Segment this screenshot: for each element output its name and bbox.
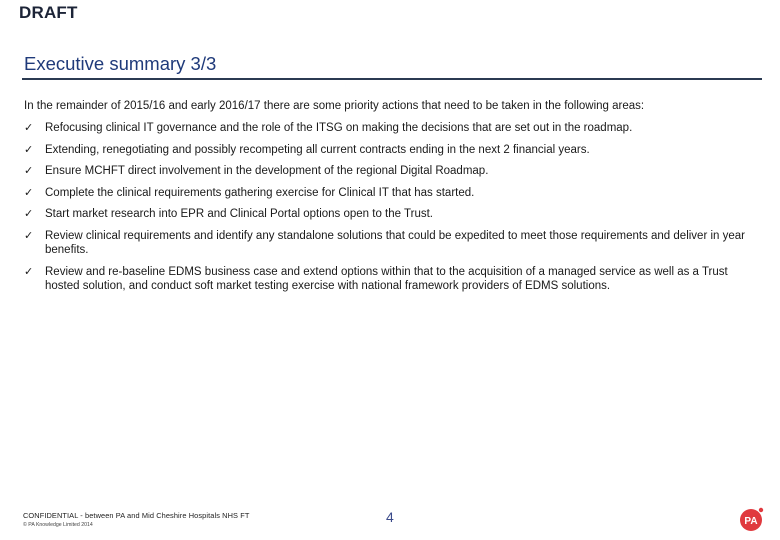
action-text: Ensure MCHFT direct involvement in the development of the regional Digital Roadmap. — [45, 165, 489, 177]
action-text: Review and re-baseline EDMS business case and extend options within that to the acquisition of a managed service as well as a Trust hosted solution, and conduct soft market testing exercise with national framework providers of EDMS solutions. — [45, 266, 728, 292]
page-number: 4 — [386, 509, 394, 525]
action-text: Refocusing clinical IT governance and the role of the ITSG on making the decisions that are set out in the roadmap. — [45, 122, 633, 134]
check-icon: ✓ — [24, 121, 34, 134]
pa-logo-icon — [739, 506, 765, 532]
check-icon: ✓ — [24, 143, 34, 156]
page-title: Executive summary 3/3 — [24, 53, 217, 74]
check-icon: ✓ — [24, 164, 34, 177]
check-icon: ✓ — [24, 186, 34, 199]
action-text: Start market research into EPR and Clinical Portal options open to the Trust. — [45, 208, 433, 220]
action-text: Extending, renegotiating and possibly recompeting all current contracts ending in the next 2 financial years. — [45, 144, 590, 156]
logo-dot — [759, 508, 763, 512]
action-text: Review clinical requirements and identify any standalone solutions that could be expedited to meet those requirements and deliver in year benefits. — [45, 230, 745, 256]
check-icon: ✓ — [24, 229, 34, 242]
title-divider — [22, 78, 762, 80]
intro-text: In the remainder of 2015/16 and early 2016/17 there are some priority actions that need to be taken in the following areas: — [24, 100, 645, 112]
check-icon: ✓ — [24, 207, 34, 220]
draft-label: DRAFT — [19, 3, 78, 22]
action-text: Complete the clinical requirements gathering exercise for Clinical IT that has started. — [45, 187, 475, 199]
copyright-notice: © PA Knowledge Limited 2014 — [23, 522, 93, 528]
logo-text: PA — [744, 516, 758, 527]
check-icon: ✓ — [24, 265, 34, 278]
confidential-notice: CONFIDENTIAL - between PA and Mid Cheshire Hospitals NHS FT — [23, 511, 250, 520]
